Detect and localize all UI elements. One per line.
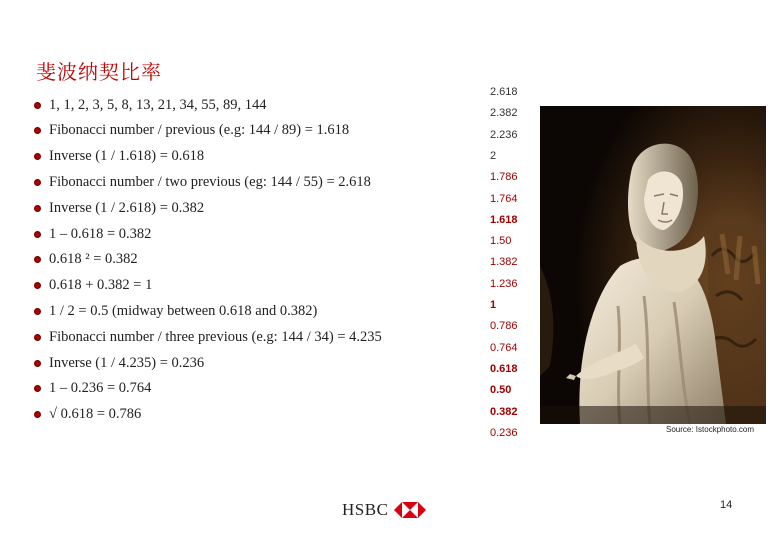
fibonacci-level: 0.786 [490, 320, 518, 333]
fibonacci-level: 1 [490, 299, 497, 311]
bullet-item [34, 327, 382, 347]
photo-source-credit: Source: Istockphoto.com [666, 425, 755, 434]
hsbc-logo [342, 500, 426, 520]
fibonacci-level: 2 [490, 149, 497, 162]
bullet-item [34, 405, 141, 425]
bullet-item [34, 250, 138, 270]
bullet-dot-icon [34, 102, 41, 109]
fibonacci-level: 2.382 [490, 107, 518, 120]
bullet-item [34, 198, 204, 218]
fibonacci-level: 0.764 [490, 341, 518, 354]
bullet-text: √ 0.618 = 0.786 [49, 406, 142, 423]
fibonacci-level: 1.618 [490, 213, 518, 226]
bullet-dot-icon [34, 360, 41, 367]
bullet-item [34, 276, 152, 296]
page-number: 14 [720, 499, 733, 511]
fibonacci-level: 1.236 [490, 277, 518, 290]
fibonacci-level: 0.50 [490, 384, 512, 397]
bullet-text: 1 / 2 = 0.5 (midway between 0.618 and 0.382) [49, 302, 318, 319]
bullet-text: 0.618 + 0.382 = 1 [49, 277, 153, 294]
bullet-dot-icon [34, 179, 41, 186]
bullet-text: Inverse (1 / 4.235) = 0.236 [49, 354, 205, 371]
fibonacci-level: 1.50 [490, 235, 512, 248]
hsbc-wordmark: HSBC [342, 500, 389, 519]
bullet-dot-icon [34, 282, 41, 289]
bullet-item [34, 301, 317, 321]
bullet-dot-icon [34, 411, 41, 418]
bullet-dot-icon [34, 231, 41, 238]
bullet-dot-icon [34, 127, 41, 134]
bullet-text: Fibonacci number / three previous (e.g: 144 / 34) = 4.235 [49, 328, 382, 345]
slide-title: 斐波纳契比率 [36, 60, 162, 84]
bullet-dot-icon [34, 153, 41, 160]
fibonacci-level: 1.764 [490, 192, 518, 205]
fibonacci-level: 2.236 [490, 128, 518, 141]
bullet-item [34, 172, 371, 192]
bullet-item [34, 379, 151, 399]
bullet-dot-icon [34, 385, 41, 392]
bullet-dot-icon [34, 334, 41, 341]
bullet-text: 1 – 0.236 = 0.764 [49, 380, 152, 397]
bullet-text: Fibonacci number / two previous (eg: 144 / 55) = 2.618 [49, 173, 371, 190]
fibonacci-level: 0.618 [490, 362, 518, 375]
bullet-item [34, 121, 349, 141]
bullet-dot-icon [34, 205, 41, 212]
fibonacci-level: 2.618 [490, 86, 518, 98]
fibonacci-level: 0.382 [490, 405, 518, 418]
hsbc-hexagon-icon [394, 502, 426, 518]
bullet-item [34, 95, 267, 115]
bullet-text: 1 – 0.618 = 0.382 [49, 225, 152, 242]
bullet-item [34, 353, 204, 373]
bullet-text: Fibonacci number / previous (e.g: 144 / 89) = 1.618 [49, 122, 350, 139]
bullet-text: Inverse (1 / 2.618) = 0.382 [49, 199, 205, 216]
fibonacci-level: 1.382 [490, 256, 518, 269]
bullet-text: 1, 1, 2, 3, 5, 8, 13, 21, 34, 55, 89, 144 [49, 96, 267, 113]
bullet-item [34, 147, 204, 167]
bullet-dot-icon [34, 256, 41, 263]
fibonacci-level: 0.236 [490, 426, 518, 439]
bullet-item [34, 224, 151, 244]
bullet-dot-icon [34, 308, 41, 315]
fibonacci-statue-photo [540, 106, 766, 424]
bullet-text: Inverse (1 / 1.618) = 0.618 [49, 148, 205, 165]
fibonacci-level: 1.786 [490, 171, 518, 184]
bullet-text: 0.618 ² = 0.382 [49, 251, 138, 268]
